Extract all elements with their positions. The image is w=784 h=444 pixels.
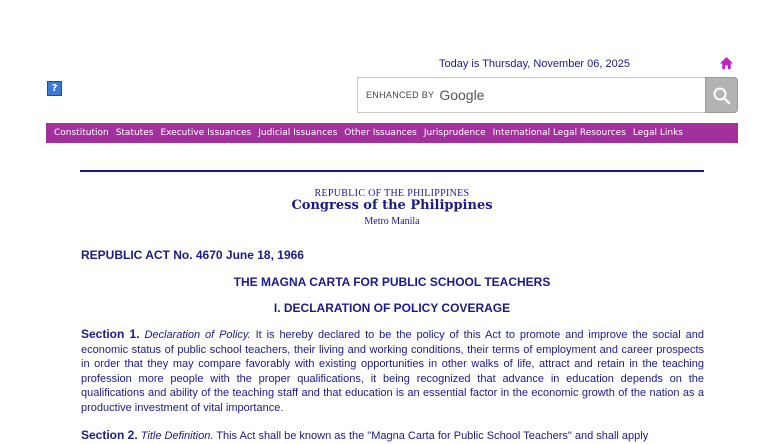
- act-number: REPUBLIC ACT No. 4670 June 18, 1966: [81, 248, 304, 262]
- section-2: [81, 428, 704, 444]
- metro-manila-heading: Metro Manila: [364, 216, 420, 227]
- section-1-heading: Declaration of Policy.: [144, 329, 251, 341]
- section-2-heading: Title Definition.: [140, 430, 214, 442]
- nav-international-legal-resources[interactable]: International Legal Resources: [492, 128, 626, 138]
- header-divider: [80, 170, 704, 172]
- section-2-body: This Act shall be known as the "Magna Carta for Public School Teachers" and shall apply: [213, 430, 649, 442]
- search-button[interactable]: [705, 77, 738, 113]
- section-1: [81, 327, 704, 416]
- nav-jurisprudence[interactable]: Jurisprudence: [423, 128, 486, 138]
- help-icon[interactable]: ?: [47, 81, 62, 96]
- nav-legal-links[interactable]: Legal Links: [632, 128, 683, 138]
- main-nav: [46, 123, 738, 143]
- search-input[interactable]: [357, 77, 705, 113]
- home-icon[interactable]: [719, 56, 734, 71]
- nav-constitution[interactable]: Constitution: [54, 128, 109, 138]
- act-title: THE MAGNA CARTA FOR PUBLIC SCHOOL TEACHERS: [233, 275, 551, 289]
- republic-heading: REPUBLIC OF THE PHILIPPINES: [314, 188, 470, 199]
- google-logo: Google: [439, 87, 485, 103]
- current-date: Today is Thursday, November 06, 2025: [439, 58, 630, 70]
- section-2-label: Section 2.: [81, 428, 138, 442]
- search-icon: [706, 78, 737, 112]
- nav-judicial-issuances[interactable]: Judicial Issuances: [258, 128, 338, 138]
- enhanced-by-label: ENHANCED BY: [366, 90, 435, 100]
- chapter-title: I. DECLARATION OF POLICY COVERAGE: [273, 301, 511, 315]
- nav-executive-issuances[interactable]: Executive Issuances: [160, 128, 252, 138]
- section-1-body: It is hereby declared to be the policy of this Act to promote and improve the social and economic status of public school teachers, their living and working conditions, their terms of employment and career prospects in order that they may compare favorably with existing opportunities in other walks of life, attract and retain in the teaching profession more people with the proper qualifications, it being recognized that advance in education depends on the qualifications and ability of the teaching staff and that education is an essential factor in the economic growth of the nation as a productive investment of vital importance.: [81, 329, 705, 414]
- nav-other-issuances[interactable]: Other Issuances: [344, 128, 417, 138]
- section-1-label: Section 1.: [81, 327, 140, 341]
- nav-statutes[interactable]: Statutes: [115, 128, 154, 138]
- congress-heading: Congress of the Philippines: [291, 198, 493, 213]
